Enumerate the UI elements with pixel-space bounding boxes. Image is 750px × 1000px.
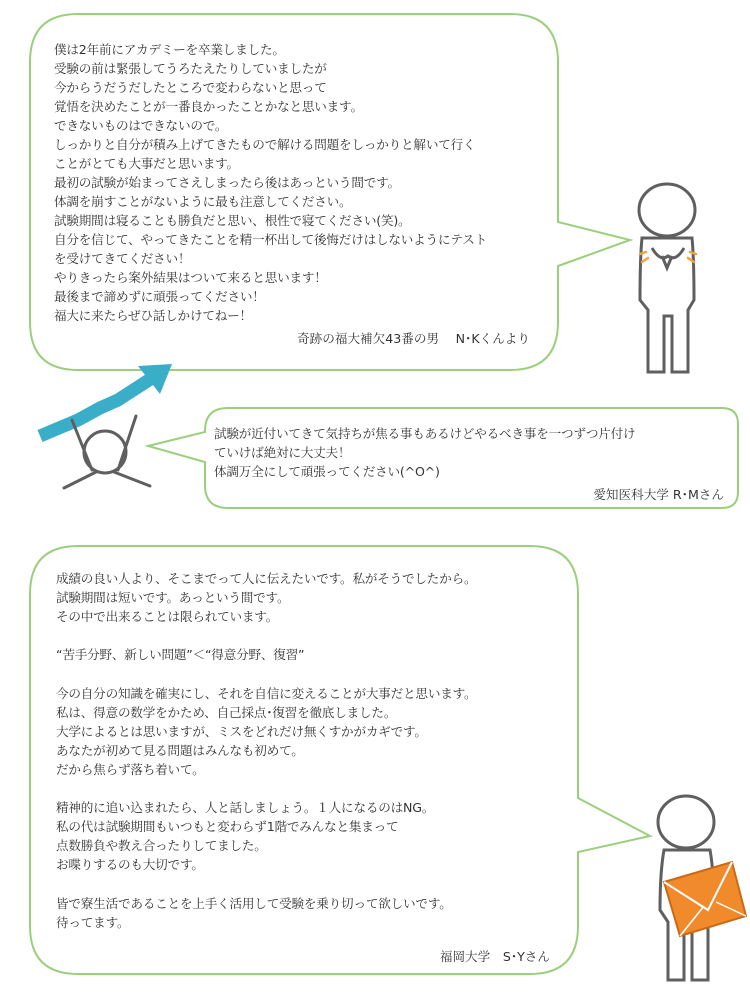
message-line: 試験が近付いてきて気持ちが焦る事もあるけどやるべき事を一つずつ片付け [214, 426, 636, 441]
message-3-body [56, 569, 476, 932]
message-line: 体調を崩すことがないように最も注意してください。 [54, 194, 352, 209]
message-1-signature: 奇跡の福大補欠43番の男 N･Kくんより [297, 331, 530, 346]
message-line: 成績の良い人より、そこまでって人に伝えたいです。私がそうでしたから。 [56, 571, 477, 586]
message-line: あなたが初めて見る問題はみんなも初めて。 [56, 742, 304, 758]
message-line [56, 779, 476, 798]
message-line: 大学によるとは思いますが、ミスをどれだけ無くすかがカギです。 [56, 723, 427, 739]
message-line: 皆で寮生活であることを上手く活用して受験を乗り切って欲しいです。 [56, 895, 452, 911]
message-line: 私は、得意の数学をかため、自己採点･復習を徹底しました。 [56, 704, 397, 720]
message-line: ていけば絶対に大丈夫！ [214, 445, 351, 460]
rising-arrow-icon [40, 364, 172, 436]
message-line: お喋りするのも大切です。 [56, 857, 204, 873]
message-line: 最初の試験が始まってさえしまったら後はあっという間です。 [54, 175, 400, 190]
message-line: 点数勝負や教え合ったりしてました。 [56, 838, 267, 854]
message-line: 福大に来たらぜひ話しかけてねー！ [54, 308, 252, 323]
message-line [56, 875, 476, 894]
message-2-body [214, 424, 635, 481]
message-line: ことがとても大事だと思います。 [54, 156, 239, 171]
message-line: を受けてきてください！ [54, 251, 191, 266]
message-line: 最後まで諦めずに頑張ってください！ [54, 289, 265, 304]
message-line: その中で出来ることは限られています。 [56, 609, 279, 625]
clapping-person-icon [639, 184, 695, 372]
message-line: やりきったら案外結果はついて来ると思います！ [54, 270, 327, 285]
message-3-signature: 福岡大学 S･Yさん [439, 949, 550, 964]
message-line: 待ってます。 [56, 914, 130, 930]
message-line: しっかりと自分が積み上げてきたもので解ける問題をしっかりと解いて行く [54, 137, 476, 152]
message-line: 体調万全にして頑張ってください(^O^) [214, 464, 440, 479]
message-line: 僕は2年前にアカデミーを卒業しました。 [54, 42, 285, 57]
message-line: 試験期間は寝ることも勝負だと思い、根性で寝てください(笑)。 [54, 213, 411, 228]
message-line: できないものはできないので。 [54, 118, 228, 133]
message-line: 自分を信じて、やってきたことを精一杯出して後悔だけはしないようにテスト [54, 232, 488, 247]
message-line [56, 664, 476, 683]
message-line: “苦手分野、新しい問題”＜“得意分野、復習” [56, 647, 305, 663]
message-2-signature: 愛知医科大学 R･Mさん [593, 487, 724, 502]
message-line: 受験の前は緊張してうろたえたりしていましたが [54, 61, 327, 76]
message-line: 今からうだうだしたところで変わらないと思って [54, 80, 327, 95]
message-line: 私の代は試験期間もいつもと変わらず1階でみんなと集まって [56, 819, 399, 835]
message-line: 試験期間は短いです。あっという間です。 [56, 590, 290, 606]
message-line [56, 626, 476, 645]
message-line: 今の自分の知識を確実にし、それを自信に変えることが大事だと思います。 [56, 685, 477, 701]
message-line: 覚悟を決めたことが一番良かったことかなと思います。 [54, 99, 363, 114]
message-line: だから焦らず落ち着いて。 [56, 761, 205, 777]
message-line: 精神的に追い込まれたら、人と話しましょう。１人になるのはNG。 [56, 800, 435, 816]
message-1-body [54, 40, 487, 325]
